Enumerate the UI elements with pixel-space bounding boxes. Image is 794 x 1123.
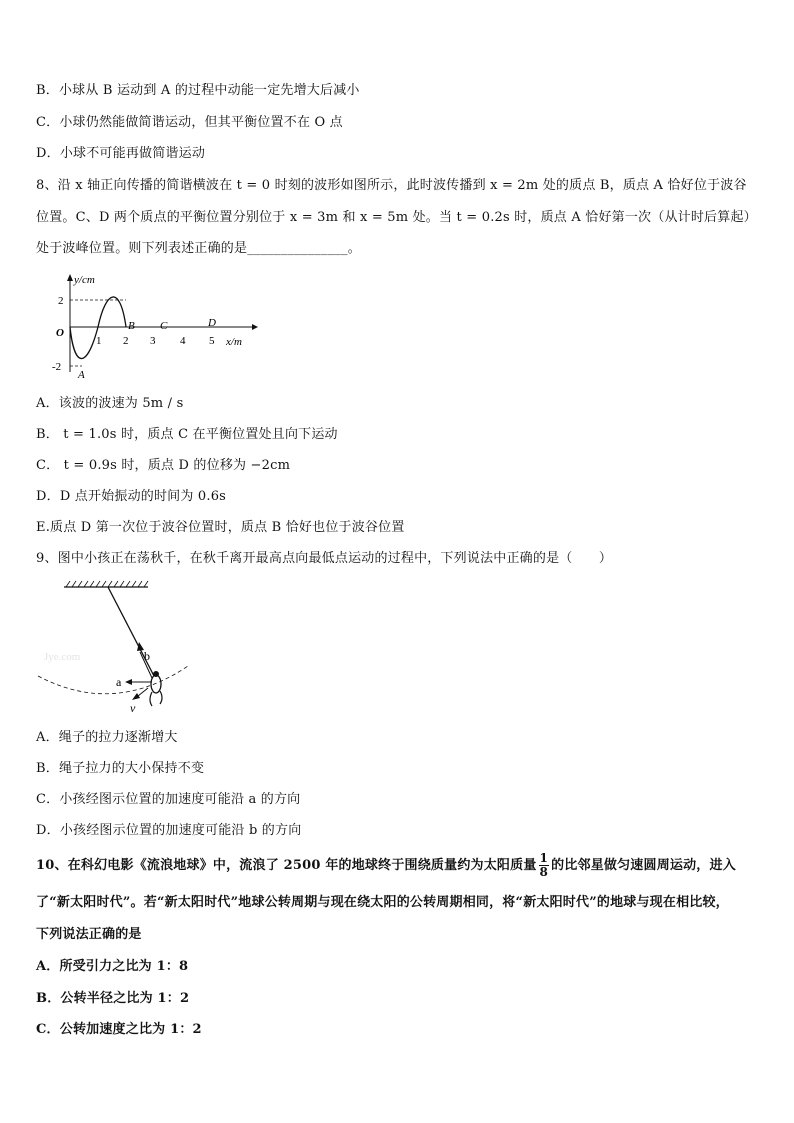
q8-stem-line-2: 位置。C、D 两个质点的平衡位置分别位于 x = 3m 和 x = 5m 处。当 t = 0.2s 时，质点 A 恰好第一次（从计时后算起）	[36, 210, 757, 225]
q7-option-d: D．小球不可能再做简谐运动	[36, 146, 206, 161]
swing-diagram	[36, 578, 206, 718]
x-axis-label: x/m	[226, 336, 242, 348]
velocity-arrow	[132, 693, 140, 700]
q8-option-c: C． t = 0.9s 时，质点 D 的位移为 −2cm	[36, 458, 291, 473]
point-b-label: B	[128, 320, 135, 332]
q8-option-e: E.质点 D 第一次位于波谷位置时，质点 B 恰好也位于波谷位置	[36, 520, 405, 535]
y-axis-arrow	[67, 274, 73, 281]
q10-option-b: B．公转半径之比为 1：2	[36, 991, 190, 1006]
x-axis-arrow	[252, 324, 258, 330]
x-tick-1: 1	[96, 335, 102, 347]
wave-curve	[70, 297, 126, 359]
point-d-label: D	[208, 317, 216, 329]
q10-stem-text-pre: 10、在科幻电影《流浪地球》中，流浪了 2500 年的地球终于围绕质量约为太阳质量	[36, 858, 537, 873]
velocity-label: v	[130, 701, 136, 715]
fraction-denominator: 8	[539, 865, 549, 879]
q10-option-a: A．所受引力之比为 1：8	[36, 959, 189, 974]
velocity-line	[138, 688, 148, 696]
vector-b-label: b	[144, 649, 150, 663]
child-figure	[150, 671, 162, 706]
q10-stem-text-post: 的比邻星做匀速圆周运动，进入	[551, 858, 736, 873]
vector-b-arrow	[137, 642, 144, 651]
one-eighth-fraction	[539, 852, 550, 879]
wave-graph	[44, 272, 264, 380]
q9-option-c: C．小孩经图示位置的加速度可能沿 a 的方向	[36, 792, 301, 807]
x-tick-2: 2	[123, 335, 129, 347]
q10-stem-line-2: 了“新太阳时代”。若“新太阳时代”地球公转周期与现在绕太阳的公转周期相同，将“新太阳时代”的地球与现在相比较，	[36, 895, 729, 910]
q9-option-d: D．小孩经图示位置的加速度可能沿 b 的方向	[36, 823, 302, 838]
x-tick-3: 3	[150, 335, 156, 347]
q10-option-c: C．公转加速度之比为 1：2	[36, 1022, 202, 1037]
x-tick-5: 5	[209, 335, 215, 347]
x-tick-4: 4	[180, 335, 186, 347]
fraction-numerator: 1	[539, 851, 549, 865]
q8-option-b: B． t = 1.0s 时，质点 C 在平衡位置处且向下运动	[36, 427, 338, 442]
q10-stem-line-1	[36, 852, 776, 879]
q9-stem: 9、图中小孩正在荡秋千，在秋千离开最高点向最低点运动的过程中，下列说法中正确的是（ ）	[36, 551, 613, 566]
point-a-label: A	[78, 369, 85, 380]
ceiling-hatching	[66, 581, 148, 587]
y-tick-neg2: -2	[52, 361, 62, 373]
q8-stem-line-1: 8、沿 x 轴正向传播的简谐横波在 t = 0 时刻的波形如图所示，此时波传播到 x = 2m 处的质点 B，质点 A 恰好位于波谷	[36, 178, 747, 193]
q8-stem-line-3: 处于波峰位置。则下列表述正确的是_______________。	[36, 241, 361, 256]
y-tick-2: 2	[58, 295, 64, 307]
q8-option-a: A．该波的波速为 5m / s	[36, 396, 184, 411]
q8-option-d: D．D 点开始振动的时间为 0.6s	[36, 489, 227, 504]
point-c-label: C	[160, 320, 168, 332]
swing-arc	[38, 666, 188, 694]
q9-option-a: A．绳子的拉力逐渐增大	[36, 730, 178, 745]
q10-stem-line-3: 下列说法正确的是	[36, 927, 142, 942]
vector-a-label: a	[116, 675, 122, 689]
q7-option-b: B．小球从 B 运动到 A 的过程中动能一定先增大后减小	[36, 83, 360, 98]
q7-option-c: C．小球仍然能做简谐运动，但其平衡位置不在 O 点	[36, 115, 343, 130]
vector-a-arrow	[125, 679, 132, 685]
q9-option-b: B．绳子拉力的大小保持不变	[36, 761, 205, 776]
origin-label: O	[56, 327, 64, 339]
watermark: Jye.com	[44, 651, 81, 663]
y-axis-label: y/cm	[74, 274, 95, 286]
